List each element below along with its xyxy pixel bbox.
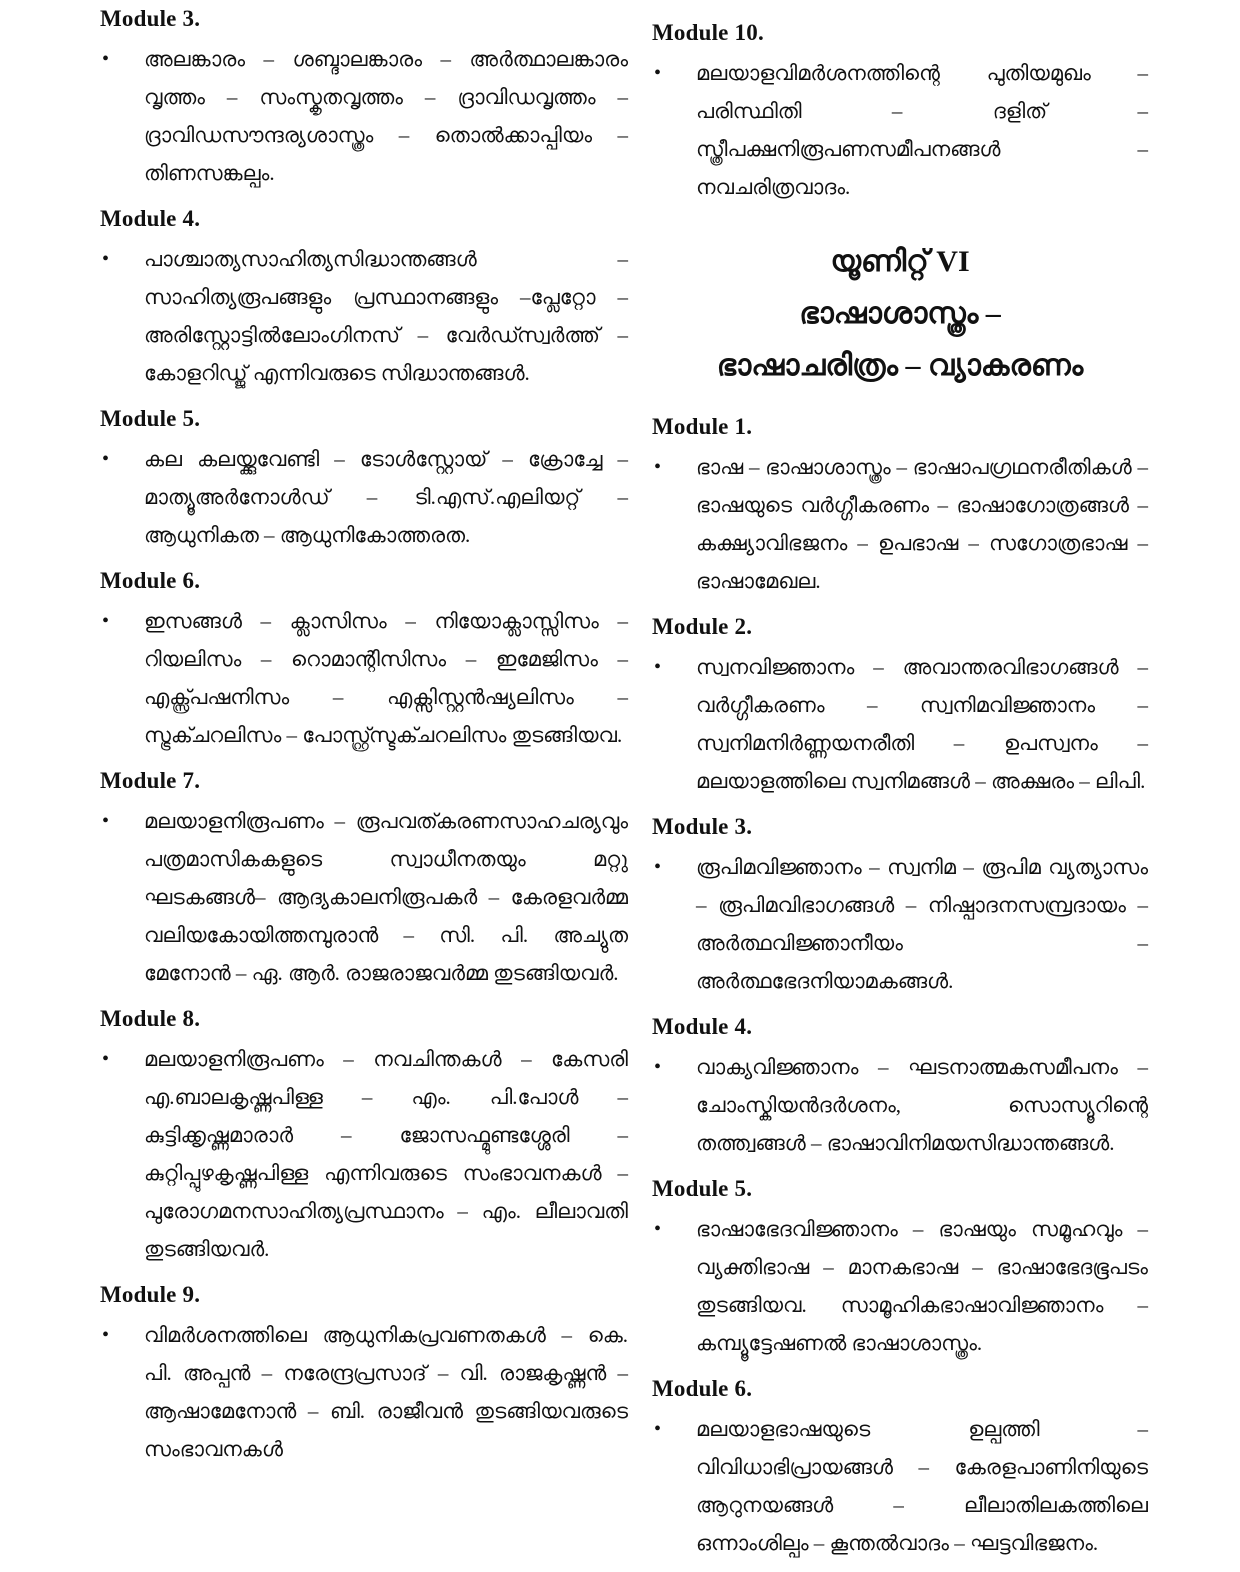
module-10-item bbox=[652, 54, 1148, 206]
bullet-icon: • bbox=[654, 456, 662, 478]
unit6-module-1-item bbox=[652, 448, 1148, 600]
left-column bbox=[100, 0, 628, 1478]
module-heading-10: Module 10. bbox=[652, 20, 764, 45]
module-7-text: മലയാളനിരൂപണം – രൂപവത്കരണസാഹചര്യവും പത്രമാസികകളുടെ സ്വാധീനതയും മറ്റു ഘടകങ്ങൾ– ആദ്യകാലനിരൂപകർ – കേരളവർമ്മ വലിയകോയിത്തമ്പുരാൻ – സി. പി. അച്യുത മേനോൻ – ഏ. ആർ. രാജരാജവർമ്മ തുടങ്ങിയവർ. bbox=[144, 809, 628, 985]
module-heading-8: Module 8. bbox=[100, 1006, 201, 1031]
right-column bbox=[652, 0, 1148, 1572]
bullet-icon: • bbox=[654, 656, 662, 678]
unit6-module-4-text: വാക്യവിജ്ഞാനം – ഘടനാത്മകസമീപനം – ചോംസ്കിയൻദർശനം, സൊസ്യൂറിന്റെ തത്ത്വങ്ങൾ – ഭാഷാവിനിമയസിദ്ധാന്തങ്ങൾ. bbox=[696, 1055, 1148, 1155]
bullet-icon: • bbox=[102, 610, 110, 632]
module-7-item bbox=[100, 802, 628, 992]
unit6-module-1-text: ഭാഷ – ഭാഷാശാസ്ത്രം – ഭാഷാപഗ്രഥനരീതികൾ – ഭാഷയുടെ വർഗ്ഗീകരണം – ഭാഷാഗോത്രങ്ങൾ – കക്ഷ്യാവിഭജനം – ഉപഭാഷ – സഗോത്രഭാഷ – ഭാഷാമേഖല. bbox=[696, 455, 1148, 593]
bullet-icon: • bbox=[102, 810, 110, 832]
module-heading-7: Module 7. bbox=[100, 768, 201, 793]
module-5-item bbox=[100, 440, 628, 554]
unit6-module-heading-2: Module 2. bbox=[652, 614, 753, 639]
unit6-module-heading-3: Module 3. bbox=[652, 814, 753, 839]
unit6-module-2-item bbox=[652, 648, 1148, 800]
unit6-module-5-text: ഭാഷാഭേദവിജ്ഞാനം – ഭാഷയും സമൂഹവും – വ്യക്തിഭാഷ – മാനകഭാഷ – ഭാഷാഭേദഭൂപടം തുടങ്ങിയവ. സാമൂഹികഭാഷാവിജ്ഞാനം – കമ്പ്യൂട്ടേഷണൽ ഭാഷാശാസ്ത്രം. bbox=[696, 1217, 1148, 1355]
bullet-icon: • bbox=[654, 1056, 662, 1078]
unit6-module-heading-6: Module 6. bbox=[652, 1376, 753, 1401]
module-heading-9: Module 9. bbox=[100, 1282, 201, 1307]
bullet-icon: • bbox=[102, 248, 110, 270]
unit6-module-heading-4: Module 4. bbox=[652, 1014, 753, 1039]
unit6-module-6-item bbox=[652, 1410, 1148, 1562]
unit6-module-heading-1: Module 1. bbox=[652, 414, 753, 439]
module-heading-3: Module 3. bbox=[100, 6, 201, 31]
module-6-item bbox=[100, 602, 628, 754]
unit-title bbox=[652, 236, 1148, 392]
bullet-icon: • bbox=[654, 62, 662, 84]
unit-title-line-3: ഭാഷാചരിത്രം – വ്യാകരണം bbox=[716, 349, 1084, 382]
module-heading-5: Module 5. bbox=[100, 406, 201, 431]
bullet-icon: • bbox=[654, 1218, 662, 1240]
bullet-icon: • bbox=[102, 48, 110, 70]
module-heading-4: Module 4. bbox=[100, 206, 201, 231]
module-3-item bbox=[100, 40, 628, 192]
module-9-text: വിമർശനത്തിലെ ആധുനികപ്രവണതകൾ – കെ. പി. അപ്പൻ – നരേന്ദ്രപ്രസാദ് – വി. രാജകൃഷ്ണൻ – ആഷാമേനോൻ – ബി. രാജീവൻ തുടങ്ങിയവരുടെ സംഭാവനകൾ bbox=[144, 1323, 628, 1461]
module-4-item bbox=[100, 240, 628, 392]
unit-title-line-2: ഭാഷാശാസ്ത്രം – bbox=[799, 297, 1001, 330]
unit6-module-3-item bbox=[652, 848, 1148, 1000]
bullet-icon: • bbox=[102, 1048, 110, 1070]
module-6-text: ഇസങ്ങൾ – ക്ലാസിസം – നിയോക്ലാസ്സിസം – റിയലിസം – റൊമാന്റിസിസം – ഇമേജിസം – എക്സ്പ്രഷനിസം – എക്സിസ്റ്റൻഷ്യലിസം – സ്ട്രക്ചറലിസം – പോസ്റ്റ്സ്ട്രക്ചറലിസം തുടങ്ങിയവ. bbox=[144, 609, 628, 747]
unit6-module-6-text: മലയാളഭാഷയുടെ ഉല്പത്തി – വിവിധാഭിപ്രായങ്ങൾ – കേരളപാണിനിയുടെ ആറുനയങ്ങൾ – ലീലാതിലകത്തിലെ ഒന്നാംശില്പം – കൂന്തൽവാദം – ഘട്ടവിഭജനം. bbox=[696, 1417, 1148, 1555]
module-9-item bbox=[100, 1316, 628, 1468]
unit6-module-4-item bbox=[652, 1048, 1148, 1162]
module-3-text: അലങ്കാരം – ശബ്ദാലങ്കാരം – അർത്ഥാലങ്കാരം വൃത്തം – സംസ്കൃതവൃത്തം – ദ്രാവിഡവൃത്തം – ദ്രാവിഡസൗന്ദര്യശാസ്ത്രം – തൊൽക്കാപ്പിയം – തിണസങ്കല്പം. bbox=[144, 47, 628, 185]
bullet-icon: • bbox=[102, 448, 110, 470]
module-8-text: മലയാളനിരൂപണം – നവചിന്തകൾ – കേസരി എ.ബാലകൃഷ്ണപിള്ള – എം. പി.പോൾ – കുട്ടിക്കൃഷ്ണമാരാർ – ജോസഫ്മുണ്ടശ്ശേരി – കുറ്റിപ്പുഴകൃഷ്ണപിള്ള എന്നിവരുടെ സംഭാവനകൾ – പുരോഗമനസാഹിത്യപ്രസ്ഥാനം – എം. ലീലാവതി തുടങ്ങിയവർ. bbox=[144, 1047, 628, 1261]
bullet-icon: • bbox=[102, 1324, 110, 1346]
bullet-icon: • bbox=[654, 856, 662, 878]
unit6-module-3-text: രൂപിമവിജ്ഞാനം – സ്വനിമ – രൂപിമ വ്യത്യാസം – രൂപിമവിഭാഗങ്ങൾ – നിഷ്പാദനസമ്പ്രദായം – അർത്ഥവിജ്ഞാനീയം – അർത്ഥഭേദനിയാമകങ്ങൾ. bbox=[696, 855, 1148, 993]
unit6-module-2-text: സ്വനവിജ്ഞാനം – അവാന്തരവിഭാഗങ്ങൾ –വർഗ്ഗീകരണം – സ്വനിമവിജ്ഞാനം – സ്വനിമനിർണ്ണയനരീതി – ഉപസ്വനം – മലയാളത്തിലെ സ്വനിമങ്ങൾ – അക്ഷരം – ലിപി. bbox=[696, 655, 1148, 793]
unit-title-line-1: യൂണിറ്റ് VI bbox=[830, 245, 970, 278]
module-heading-6: Module 6. bbox=[100, 568, 201, 593]
unit6-module-heading-5: Module 5. bbox=[652, 1176, 753, 1201]
bullet-icon: • bbox=[654, 1418, 662, 1440]
module-10-text: മലയാളവിമർശനത്തിന്റെ പുതിയമുഖം – പരിസ്ഥിതി – ദളിത് – സ്ത്രീപക്ഷനിരൂപണസമീപനങ്ങൾ – നവചരിത്രവാദം. bbox=[696, 61, 1148, 199]
module-4-text: പാശ്ചാത്യസാഹിത്യസിദ്ധാന്തങ്ങൾ – സാഹിത്യരൂപങ്ങളും പ്രസ്ഥാനങ്ങളും –പ്ലേറ്റോ – അരിസ്റ്റോട്ടിൽലോംഗിനസ് – വേർഡ്സ്വർത്ത് – കോളറിഡ്ജ് എന്നിവരുടെ സിദ്ധാന്തങ്ങൾ. bbox=[144, 247, 628, 385]
module-8-item bbox=[100, 1040, 628, 1268]
module-5-text: കല കലയ്ക്കുവേണ്ടി – ടോൾസ്റ്റോയ് – ക്രോച്ചേ – മാത്യൂഅർനോൾഡ് – ടി.എസ്.എലിയറ്റ് – ആധുനികത – ആധുനികോത്തരത. bbox=[144, 447, 628, 547]
unit6-module-5-item bbox=[652, 1210, 1148, 1362]
